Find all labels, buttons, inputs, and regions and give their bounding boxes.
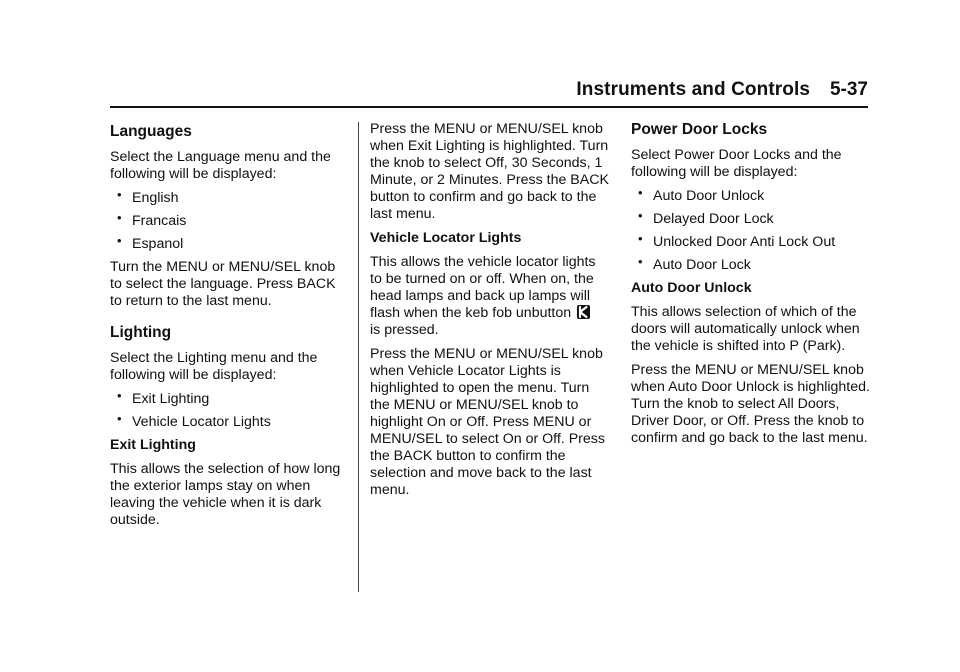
- list-item-label: Francais: [132, 213, 187, 229]
- list-item: [110, 388, 350, 408]
- languages-body: Turn the MENU or MENU/SEL knob to select the language. Press BACK to return to the last menu.: [110, 259, 336, 309]
- list-item-label: Espanol: [132, 236, 184, 252]
- page-header: [110, 76, 868, 108]
- list-item-label: Unlocked Door Anti Lock Out: [653, 234, 836, 250]
- list-item: [110, 411, 350, 431]
- column-3: [631, 121, 871, 454]
- languages-heading: Languages: [110, 123, 192, 140]
- power-door-locks-list: [631, 185, 871, 274]
- list-item: [110, 210, 350, 230]
- list-item: [110, 187, 350, 207]
- bullet-icon: •: [638, 231, 643, 246]
- lighting-heading: Lighting: [110, 324, 172, 341]
- list-item-label: English: [132, 190, 179, 206]
- exit-lighting-body: This allows the selection of how long the exterior lamps stay on when leaving the vehicle when it is dark outside.: [110, 461, 341, 528]
- list-item: [631, 185, 871, 205]
- column-divider: [358, 122, 359, 592]
- auto-door-unlock-description: This allows selection of which of the doors will automatically unlock when the vehicle is shifted into P (Park).: [631, 304, 860, 354]
- list-item: [631, 254, 871, 274]
- list-item: [631, 208, 871, 228]
- power-door-locks-heading: Power Door Locks: [631, 121, 768, 138]
- list-item-label: Exit Lighting: [132, 391, 210, 407]
- bullet-icon: •: [638, 185, 643, 200]
- vehicle-locator-description: [370, 254, 610, 339]
- list-item-label: Auto Door Unlock: [653, 188, 765, 204]
- list-item-label: Delayed Door Lock: [653, 211, 774, 227]
- column-2: [370, 121, 610, 506]
- exit-lighting-instructions: Press the MENU or MENU/SEL knob when Exit Lighting is highlighted. Turn the knob to select Off, 30 Seconds, 1 Minute, or 2 Minutes. Press the BACK button to confirm and go back to the last menu.: [370, 121, 609, 222]
- bullet-icon: •: [638, 254, 643, 269]
- bullet-icon: •: [117, 187, 122, 202]
- bullet-icon: •: [117, 388, 122, 403]
- page-number: 5-37: [829, 79, 868, 100]
- lighting-intro: Select the Lighting menu and the following will be displayed:: [110, 350, 318, 383]
- vehicle-locator-text-b: is pressed.: [370, 322, 439, 338]
- bullet-icon: •: [117, 233, 122, 248]
- bullet-icon: •: [117, 210, 122, 225]
- lighting-list: [110, 388, 350, 431]
- header-title: Instruments and Controls: [576, 79, 810, 100]
- exit-lighting-subheading: Exit Lighting: [110, 437, 196, 453]
- languages-list: [110, 187, 350, 253]
- languages-intro: Select the Language menu and the following will be displayed:: [110, 149, 331, 182]
- vehicle-locator-instructions: Press the MENU or MENU/SEL knob when Vehicle Locator Lights is highlighted to open the menu. Turn the MENU or MENU/SEL knob to highlight On or Off. Press MENU or MENU/SEL to select On or Off. Press the BACK button to confirm the selection and move back to the last menu.: [370, 346, 605, 498]
- list-item-label: Vehicle Locator Lights: [132, 414, 271, 430]
- vehicle-locator-text-a: This allows the vehicle locator lights to be turned on or off. When on, the head lamps and back up lamps will flash when the keb fob unbutton: [370, 254, 596, 321]
- auto-door-unlock-instructions: Press the MENU or MENU/SEL knob when Auto Door Unlock is highlighted. Turn the knob to select All Doors, Driver Door, or Off. Press the knob to confirm and go back to the last menu.: [631, 362, 870, 446]
- auto-door-unlock-subheading: Auto Door Unlock: [631, 280, 752, 296]
- bullet-icon: •: [117, 411, 122, 426]
- vehicle-locator-subheading: Vehicle Locator Lights: [370, 230, 522, 246]
- list-item-label: Auto Door Lock: [653, 257, 751, 273]
- column-1: [110, 123, 350, 536]
- unlock-fob-icon: [577, 305, 590, 319]
- power-door-locks-intro: Select Power Door Locks and the following will be displayed:: [631, 147, 842, 180]
- list-item: [631, 231, 871, 251]
- bullet-icon: •: [638, 208, 643, 223]
- list-item: [110, 233, 350, 253]
